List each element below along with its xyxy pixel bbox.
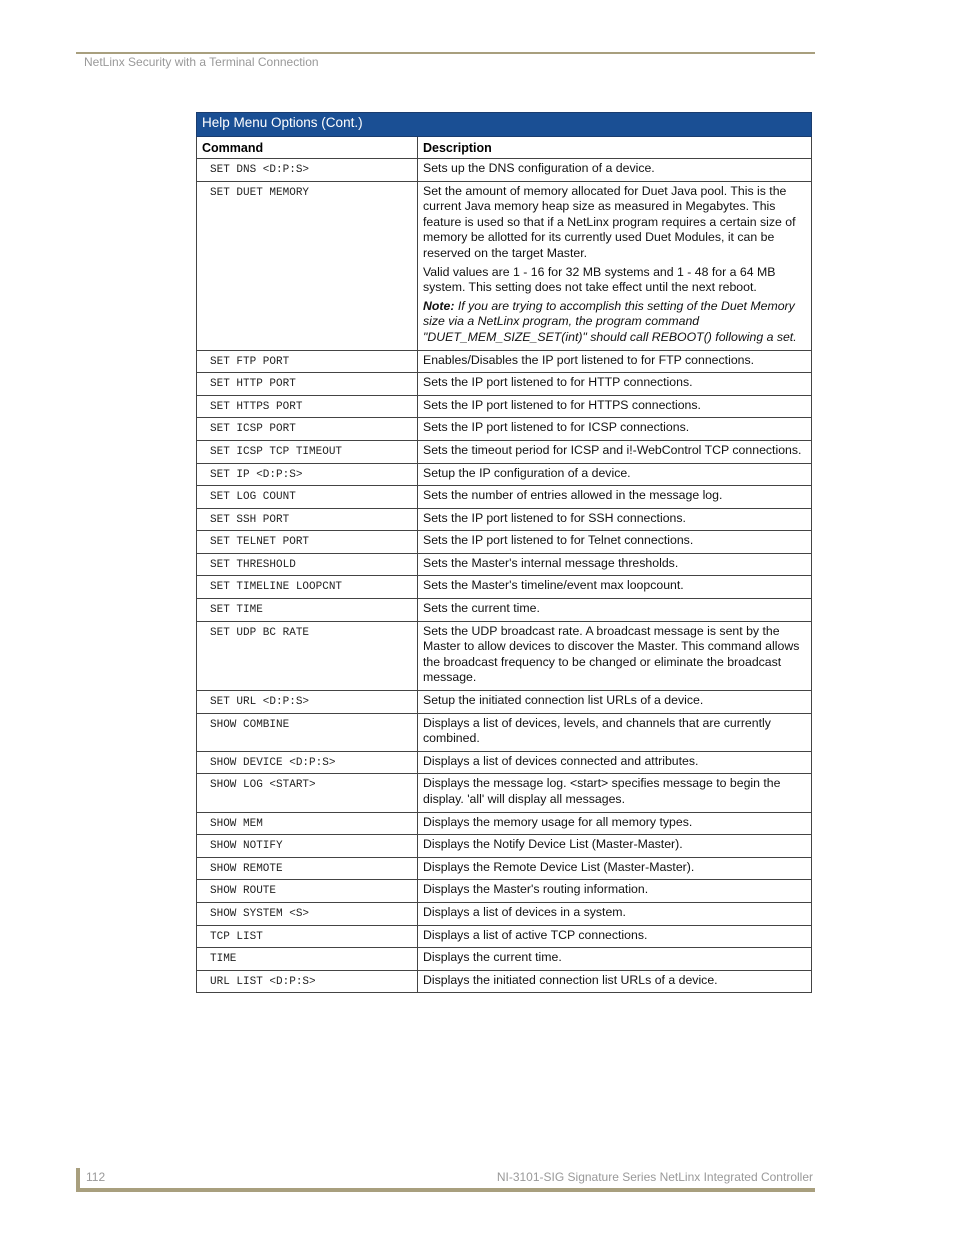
description-cell [418, 440, 812, 463]
description-cell [418, 880, 812, 903]
command-cell: SET TIME [197, 599, 418, 622]
description-paragraph: Sets the current time. [423, 601, 540, 616]
table-row [197, 621, 812, 690]
command-cell: TIME [197, 948, 418, 971]
table-header-row [197, 137, 812, 159]
table-row [197, 751, 812, 774]
table-row [197, 880, 812, 903]
description-paragraph: Displays a list of devices in a system. [423, 904, 626, 919]
description-paragraph: Sets the number of entries allowed in the message log. [423, 488, 723, 503]
table-row [197, 373, 812, 396]
command-cell: SET FTP PORT [197, 350, 418, 373]
description-paragraph: Sets the timeout period for ICSP and i!-WebControl TCP connections. [423, 442, 802, 457]
command-cell: URL LIST <D:P:S> [197, 970, 418, 993]
description-cell [418, 395, 812, 418]
header-rule [76, 52, 815, 54]
description-paragraph: Displays the message log. <start> specifies message to begin the display. 'all' will display all messages. [423, 776, 781, 806]
description-cell [418, 857, 812, 880]
table-row [197, 463, 812, 486]
description-cell [418, 418, 812, 441]
command-cell: SET ICSP PORT [197, 418, 418, 441]
help-menu-table-container [196, 112, 811, 993]
table-row [197, 531, 812, 554]
table-row [197, 925, 812, 948]
command-cell: SET UDP BC RATE [197, 621, 418, 690]
description-cell [418, 553, 812, 576]
table-row [197, 713, 812, 751]
command-cell: SHOW LOG <START> [197, 774, 418, 812]
command-cell: SET THRESHOLD [197, 553, 418, 576]
description-paragraph: Displays the Remote Device List (Master-Master). [423, 859, 695, 874]
command-cell: SET URL <D:P:S> [197, 691, 418, 714]
command-cell: SET ICSP TCP TIMEOUT [197, 440, 418, 463]
command-cell: SHOW NOTIFY [197, 835, 418, 858]
description-cell [418, 531, 812, 554]
command-cell: SET HTTP PORT [197, 373, 418, 396]
description-paragraph: Displays the Notify Device List (Master-Master). [423, 837, 683, 852]
table-body [197, 159, 812, 993]
command-cell: SHOW DEVICE <D:P:S> [197, 751, 418, 774]
description-paragraph: Sets the IP port listened to for ICSP connections. [423, 420, 690, 435]
table-row [197, 418, 812, 441]
description-cell [418, 350, 812, 373]
table-row [197, 508, 812, 531]
description-paragraph: Sets the UDP broadcast rate. A broadcast message is sent by the Master to allow devices to discover the Master. This command allows the broadcast frequency to be changed or eliminate the broadcast message. [423, 623, 800, 685]
description-cell [418, 774, 812, 812]
description-paragraph: Enables/Disables the IP port listened to for FTP connections. [423, 352, 755, 367]
table-row [197, 553, 812, 576]
description-note [423, 299, 806, 346]
description-cell [418, 373, 812, 396]
command-cell: SET HTTPS PORT [197, 395, 418, 418]
table-row [197, 576, 812, 599]
command-cell: SHOW REMOTE [197, 857, 418, 880]
description-cell [418, 159, 812, 182]
footer-rule [76, 1188, 815, 1192]
table-row [197, 181, 812, 350]
table-row [197, 159, 812, 182]
description-cell [418, 691, 812, 714]
command-cell: SET TIMELINE LOOPCNT [197, 576, 418, 599]
command-cell: SET DNS <D:P:S> [197, 159, 418, 182]
command-cell: SET LOG COUNT [197, 486, 418, 509]
running-head: NetLinx Security with a Terminal Connection [84, 55, 319, 69]
command-cell: SHOW ROUTE [197, 880, 418, 903]
command-cell: SHOW COMBINE [197, 713, 418, 751]
command-cell: SET DUET MEMORY [197, 181, 418, 350]
description-cell [418, 812, 812, 835]
description-paragraph: Displays the current time. [423, 950, 562, 965]
description-cell [418, 902, 812, 925]
table-row [197, 970, 812, 993]
column-header-command: Command [197, 137, 418, 159]
column-header-description: Description [418, 137, 812, 159]
table-row [197, 857, 812, 880]
description-paragraph: Displays a list of devices connected and attributes. [423, 753, 699, 768]
description-paragraph: Setup the initiated connection list URLs of a device. [423, 693, 704, 708]
description-cell [418, 599, 812, 622]
table-row [197, 812, 812, 835]
description-paragraph: Sets the Master's timeline/event max loopcount. [423, 578, 684, 593]
description-cell [418, 486, 812, 509]
help-menu-options-table [196, 112, 812, 993]
description-cell [418, 576, 812, 599]
note-label: Note: [423, 298, 455, 313]
table-row [197, 395, 812, 418]
command-cell: SET SSH PORT [197, 508, 418, 531]
description-paragraph: Displays the memory usage for all memory types. [423, 814, 693, 829]
description-cell [418, 713, 812, 751]
command-cell: SHOW SYSTEM <S> [197, 902, 418, 925]
description-paragraph: Set the amount of memory allocated for Duet Java pool. This is the current Java memory heap size as measured in Megabytes. This feature is used so that if a NetLinx program requires a certain size of memory be allotted for its currently used Duet Modules, it can be reserved on the target Master. [423, 183, 796, 260]
command-cell: TCP LIST [197, 925, 418, 948]
table-row [197, 948, 812, 971]
table-row [197, 691, 812, 714]
table-title-row [197, 113, 812, 137]
description-cell [418, 925, 812, 948]
description-paragraph: Sets the Master's internal message thresholds. [423, 555, 679, 570]
description-paragraph: Sets the IP port listened to for Telnet connections. [423, 533, 694, 548]
description-paragraph: Sets the IP port listened to for SSH connections. [423, 510, 686, 525]
description-cell [418, 751, 812, 774]
description-paragraph: Sets the IP port listened to for HTTP connections. [423, 375, 693, 390]
table-row [197, 902, 812, 925]
table-row [197, 486, 812, 509]
note-text: If you are trying to accomplish this setting of the Duet Memory size via a NetLinx program, the program command "DUET_MEM_SIZE_SET(int)" should call REBOOT() following a set. [423, 298, 797, 344]
description-paragraph: Setup the IP configuration of a device. [423, 465, 631, 480]
description-paragraph: Displays a list of devices, levels, and channels that are currently combined. [423, 715, 771, 746]
command-cell: SET TELNET PORT [197, 531, 418, 554]
command-cell: SHOW MEM [197, 812, 418, 835]
table-row [197, 350, 812, 373]
description-cell [418, 835, 812, 858]
description-paragraph: Valid values are 1 - 16 for 32 MB systems and 1 - 48 for a 64 MB system. This setting does not take effect until the next reboot. [423, 264, 776, 295]
description-paragraph: Sets up the DNS configuration of a device. [423, 161, 655, 175]
description-cell [418, 463, 812, 486]
table-title: Help Menu Options (Cont.) [197, 113, 812, 137]
description-paragraph: Sets the IP port listened to for HTTPS connections. [423, 397, 701, 412]
command-cell: SET IP <D:P:S> [197, 463, 418, 486]
description-cell [418, 948, 812, 971]
table-row [197, 774, 812, 812]
table-row [197, 835, 812, 858]
page-number: 112 [86, 1170, 106, 1184]
table-row [197, 599, 812, 622]
description-cell [418, 508, 812, 531]
description-paragraph: Displays a list of active TCP connections. [423, 927, 648, 942]
description-paragraph: Displays the initiated connection list URLs of a device. [423, 972, 718, 987]
table-row [197, 440, 812, 463]
description-cell [418, 181, 812, 350]
description-cell [418, 970, 812, 993]
description-paragraph: Displays the Master's routing information. [423, 882, 649, 897]
description-cell [418, 621, 812, 690]
document-title: NI-3101-SIG Signature Series NetLinx Integrated Controller [496, 1170, 813, 1184]
